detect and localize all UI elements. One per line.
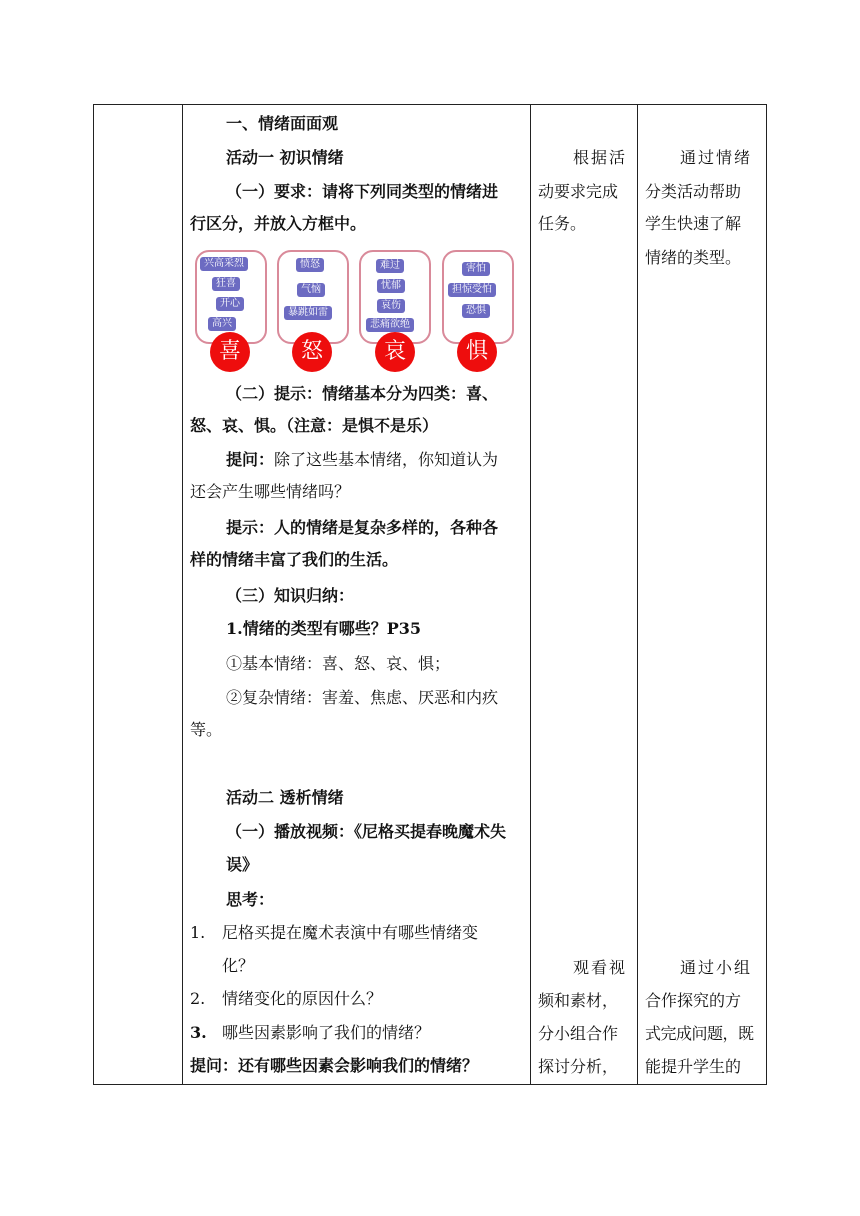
student-activity-1-line2: 动要求完成 <box>538 182 619 201</box>
think-label: 思考： <box>226 890 275 909</box>
list-item-2: 情绪变化的原因什么？ <box>222 989 383 1008</box>
table-top-border <box>93 104 767 105</box>
list-number: 3. <box>190 1023 207 1042</box>
list-number: 1. <box>190 923 206 942</box>
table-col-line-2 <box>182 104 183 1085</box>
hint2-line1: 提示：人的情绪是复杂多样的，各种各 <box>226 518 499 537</box>
video-line2: 误》 <box>226 855 259 874</box>
question-text: 除了这些基本情绪，你知道认为 <box>274 450 499 469</box>
emotion-label-anger: 怒 <box>292 332 332 372</box>
list-item-1-line1: 尼格买提在魔术表演中有哪些情绪变 <box>222 923 479 942</box>
hint1-line1: （二）提示：情绪基本分为四类：喜、 <box>226 384 499 403</box>
question-line2: 还会产生哪些情绪吗？ <box>190 482 351 501</box>
design-intent-1-line4: 情绪的类型。 <box>645 248 742 267</box>
design-intent-2-line1: 通过小组 <box>680 958 753 977</box>
design-intent-1-line1: 通过情绪 <box>680 148 753 167</box>
student-activity-2-line2: 频和素材， <box>538 991 619 1010</box>
design-intent-2-line2: 合作探究的方 <box>645 991 742 1010</box>
table-bottom-border <box>93 1084 767 1085</box>
emotion-tag: 担惊受怕 <box>448 283 496 297</box>
question-label: 提问： <box>226 450 275 469</box>
summary-title: （三）知识归纳： <box>226 586 355 605</box>
list-item-3: 哪些因素影响了我们的情绪？ <box>222 1023 431 1042</box>
emotion-label-fear: 惧 <box>457 332 497 372</box>
student-activity-1-line3: 任务。 <box>538 214 587 233</box>
emotion-classification-figure <box>190 248 520 374</box>
emotion-tag: 暴跳如雷 <box>284 306 332 320</box>
table-col-line-5 <box>766 104 767 1085</box>
student-activity-2-line3: 分小组合作 <box>538 1024 619 1043</box>
design-intent-2-line4: 能提升学生的 <box>645 1057 742 1076</box>
emotion-tag: 难过 <box>376 259 404 273</box>
student-activity-2-line1: 观看视 <box>573 958 628 977</box>
student-activity-1-line1: 根据活 <box>573 148 628 167</box>
emotion-tag: 悲痛欲绝 <box>366 318 414 332</box>
table-col-line-1 <box>93 104 94 1085</box>
table-col-line-4 <box>637 104 638 1085</box>
design-intent-2-line3: 式完成问题，既 <box>645 1024 754 1043</box>
question-line1 <box>226 450 498 470</box>
student-activity-2-line4: 探讨分析， <box>538 1057 619 1076</box>
emotion-tag: 哀伤 <box>377 299 405 313</box>
design-intent-1-line2: 分类活动帮助 <box>645 182 742 201</box>
emotion-tag: 开心 <box>216 297 244 311</box>
emotion-tag: 恐惧 <box>462 304 490 318</box>
emotion-tag: 兴高采烈 <box>200 257 248 271</box>
complex-emotions-line2: 等。 <box>190 720 223 739</box>
emotion-tag: 忧郁 <box>377 279 405 293</box>
emotion-tag: 害怕 <box>462 262 490 276</box>
table-col-line-3 <box>530 104 531 1085</box>
emotion-label-sorrow: 哀 <box>375 332 415 372</box>
list-number: 2. <box>190 989 206 1008</box>
summary-question: 1.情绪的类型有哪些？P35 <box>226 619 422 638</box>
basic-emotions: ①基本情绪：喜、怒、哀、惧； <box>226 654 451 673</box>
emotion-tag: 高兴 <box>208 317 236 331</box>
hint2-line2: 样的情绪丰富了我们的生活。 <box>190 550 399 569</box>
final-question: 提问：还有哪些因素会影响我们的情绪？ <box>190 1056 479 1075</box>
emotion-tag: 气恼 <box>297 283 325 297</box>
video-line1: （一）播放视频：《尼格买提春晚魔术失 <box>226 822 507 841</box>
hint1-line2: 怒、哀、惧。（注意：是惧不是乐） <box>190 416 439 435</box>
section-heading: 一、情绪面面观 <box>226 114 339 133</box>
requirement-line2: 行区分，并放入方框中。 <box>190 214 367 233</box>
requirement-line1: （一）要求：请将下列同类型的情绪进 <box>226 182 499 201</box>
emotion-tag: 狂喜 <box>212 277 240 291</box>
emotion-tag: 愤怒 <box>296 258 324 272</box>
emotion-label-joy: 喜 <box>210 332 250 372</box>
activity1-title: 活动一 初识情绪 <box>226 148 344 167</box>
activity2-title: 活动二 透析情绪 <box>226 788 344 807</box>
design-intent-1-line3: 学生快速了解 <box>645 214 742 233</box>
list-item-1-line2: 化？ <box>222 956 255 975</box>
complex-emotions-line1: ②复杂情绪：害羞、焦虑、厌恶和内疚 <box>226 688 499 707</box>
